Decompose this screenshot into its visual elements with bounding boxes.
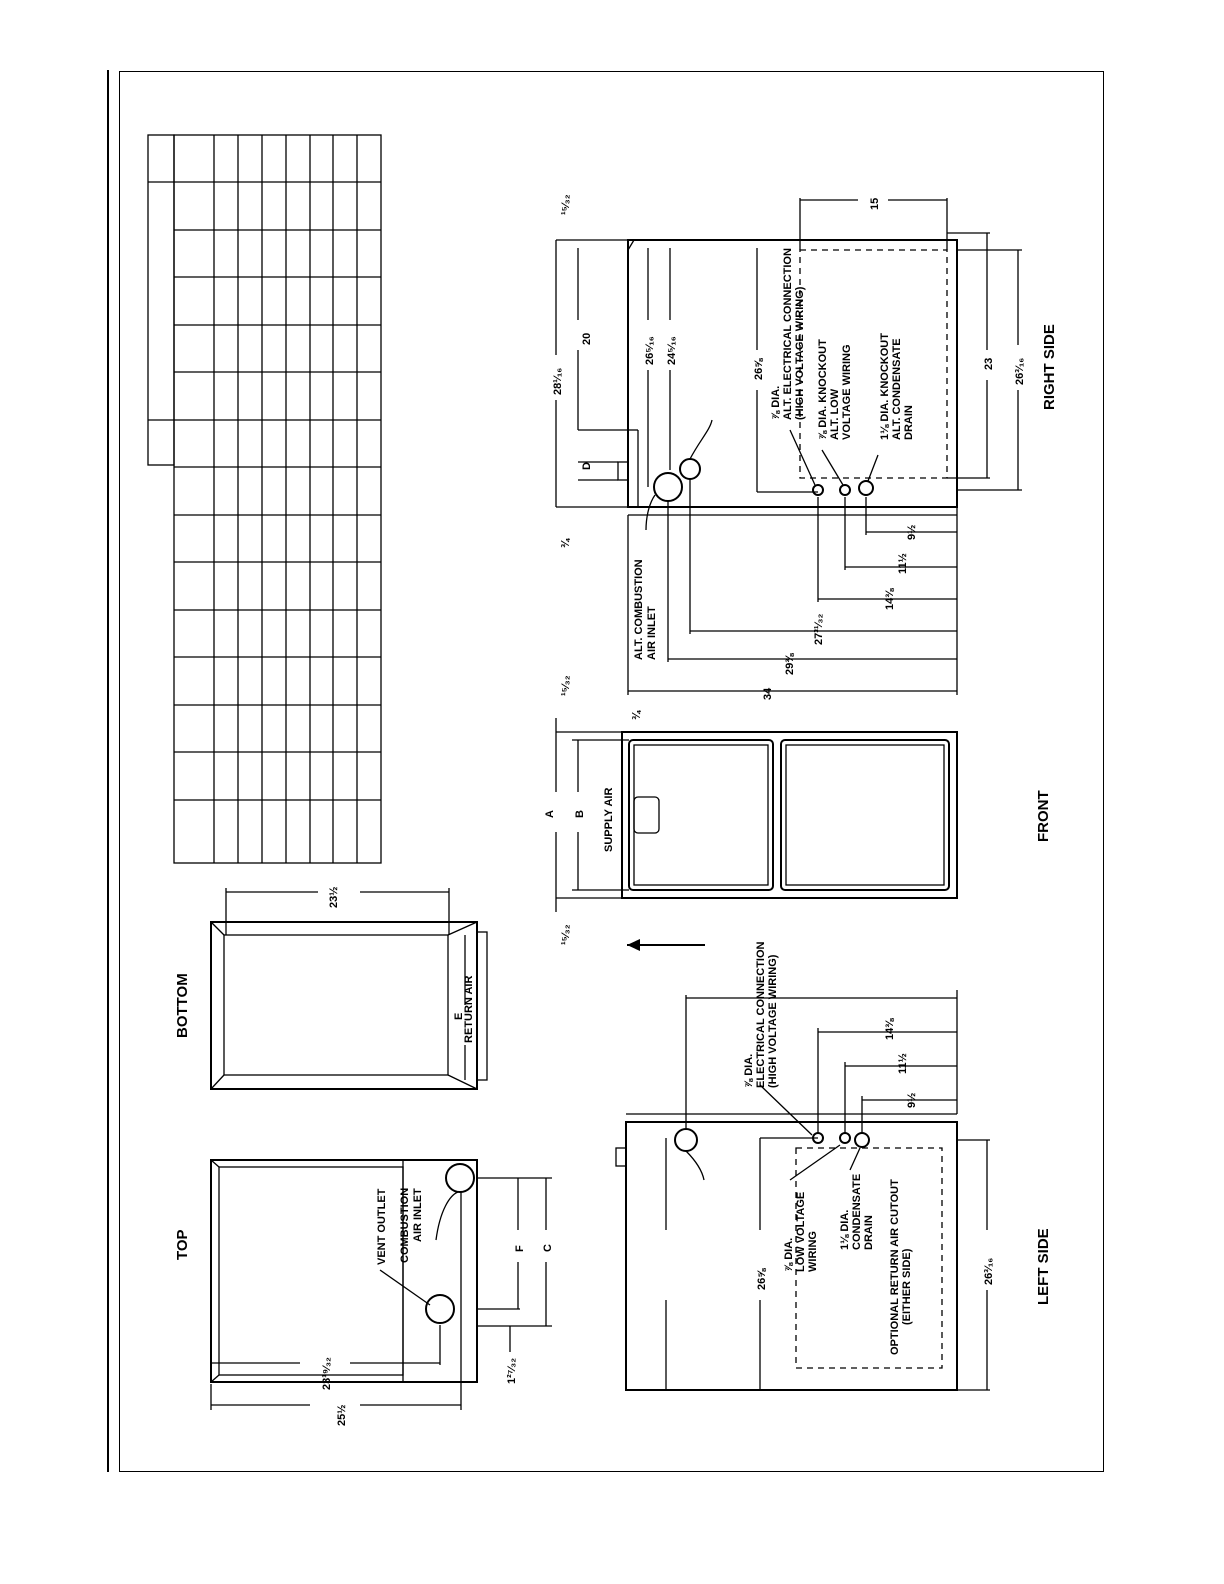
dimension-table xyxy=(148,135,381,863)
svg-text:LOW VOLTAGE: LOW VOLTAGE xyxy=(795,1191,807,1272)
right-side-view-title: RIGHT SIDE xyxy=(1041,324,1058,410)
svg-text:27³¹⁄₃₂: 27³¹⁄₃₂ xyxy=(813,613,825,645)
front-view xyxy=(544,675,1052,951)
svg-text:B: B xyxy=(574,810,586,818)
svg-text:25½: 25½ xyxy=(336,1404,348,1426)
svg-text:AIR INLET: AIR INLET xyxy=(412,1188,424,1242)
svg-text:ALT. CONDENSATE: ALT. CONDENSATE xyxy=(891,338,903,440)
bottom-view-title: BOTTOM xyxy=(174,973,191,1038)
svg-text:C: C xyxy=(542,1244,554,1252)
svg-text:20: 20 xyxy=(581,332,593,345)
electrical-connection-hole xyxy=(675,1129,697,1151)
svg-text:⅞ DIA.: ⅞ DIA. xyxy=(743,1053,755,1088)
vent-outlet-hole xyxy=(426,1295,454,1323)
svg-text:26⅝: 26⅝ xyxy=(753,358,765,380)
svg-text:⅞ DIA.: ⅞ DIA. xyxy=(770,385,782,420)
svg-text:¾: ¾ xyxy=(560,538,572,548)
svg-text:COMBUSTION: COMBUSTION xyxy=(399,1187,411,1263)
svg-text:(EITHER SIDE): (EITHER SIDE) xyxy=(901,1248,913,1325)
svg-text:9½: 9½ xyxy=(906,524,918,540)
svg-text:26⁵⁄₁₆: 26⁵⁄₁₆ xyxy=(644,336,656,365)
svg-text:(HIGH VOLTAGE WIRING): (HIGH VOLTAGE WIRING) xyxy=(767,954,779,1088)
alt-combustion-air-hole xyxy=(654,473,682,501)
svg-text:ELECTRICAL CONNECTION: ELECTRICAL CONNECTION xyxy=(755,941,767,1088)
svg-text:¹⁵⁄₃₂: ¹⁵⁄₃₂ xyxy=(560,924,572,945)
svg-text:SUPPLY AIR: SUPPLY AIR xyxy=(603,787,615,852)
svg-text:11½: 11½ xyxy=(897,553,909,574)
left-side-view-title: LEFT SIDE xyxy=(1035,1228,1052,1305)
svg-text:26³⁄₁₆: 26³⁄₁₆ xyxy=(983,1257,995,1285)
svg-text:26³⁄₁₆: 26³⁄₁₆ xyxy=(1014,357,1026,385)
svg-text:23½: 23½ xyxy=(328,886,340,908)
svg-text:VOLTAGE WIRING: VOLTAGE WIRING xyxy=(841,344,853,440)
left-side-view xyxy=(616,941,1052,1390)
svg-text:F: F xyxy=(514,1245,526,1252)
svg-text:24⁵⁄₁₆: 24⁵⁄₁₆ xyxy=(666,336,678,365)
vent-outlet-label: VENT OUTLET xyxy=(376,1188,388,1265)
svg-text:1⅛ DIA. KNOCKOUT: 1⅛ DIA. KNOCKOUT xyxy=(879,333,891,440)
bottom-view xyxy=(174,887,487,1089)
svg-text:23: 23 xyxy=(983,357,995,370)
svg-text:14⅜: 14⅜ xyxy=(884,1018,896,1040)
svg-text:29⅜: 29⅜ xyxy=(784,653,796,675)
svg-text:¹⁵⁄₃₂: ¹⁵⁄₃₂ xyxy=(560,194,572,215)
svg-text:⅞ DIA.: ⅞ DIA. xyxy=(783,1237,795,1272)
svg-text:RETURN AIR: RETURN AIR xyxy=(463,975,475,1043)
svg-text:15: 15 xyxy=(869,197,881,210)
svg-text:1⅛ DIA.: 1⅛ DIA. xyxy=(839,1209,851,1250)
svg-text:¾: ¾ xyxy=(631,710,643,720)
front-view-title: FRONT xyxy=(1035,790,1052,842)
svg-text:ALT. ELECTRICAL CONNECTION: ALT. ELECTRICAL CONNECTION xyxy=(782,248,794,420)
svg-text:AIR INLET: AIR INLET xyxy=(646,606,658,660)
svg-text:26⅝: 26⅝ xyxy=(756,1268,768,1290)
combustion-air-inlet-hole xyxy=(446,1164,474,1192)
svg-text:DRAIN: DRAIN xyxy=(903,405,915,440)
svg-text:9½: 9½ xyxy=(906,1092,918,1108)
svg-text:23¹⁹⁄₃₂: 23¹⁹⁄₃₂ xyxy=(321,1357,333,1390)
svg-text:11½: 11½ xyxy=(897,1053,909,1074)
svg-text:ALT. LOW: ALT. LOW xyxy=(829,388,841,440)
svg-text:OPTIONAL RETURN AIR CUTOUT: OPTIONAL RETURN AIR CUTOUT xyxy=(889,1179,901,1355)
svg-text:⅞ DIA. KNOCKOUT: ⅞ DIA. KNOCKOUT xyxy=(817,339,829,440)
svg-text:A: A xyxy=(544,810,556,818)
svg-text:D: D xyxy=(581,462,593,470)
svg-text:14⅜: 14⅜ xyxy=(884,588,896,610)
svg-text:DRAIN: DRAIN xyxy=(863,1215,875,1250)
svg-text:¹⁵⁄₃₂: ¹⁵⁄₃₂ xyxy=(560,675,572,696)
svg-text:(HIGH VOLTAGE WIRING): (HIGH VOLTAGE WIRING) xyxy=(794,286,806,420)
top-view xyxy=(174,1160,554,1426)
svg-text:CONDENSATE: CONDENSATE xyxy=(851,1173,863,1250)
top-view-title: TOP xyxy=(174,1229,191,1260)
svg-text:E: E xyxy=(453,1012,465,1020)
svg-text:ALT. COMBUSTION: ALT. COMBUSTION xyxy=(633,559,645,660)
svg-text:WIRING: WIRING xyxy=(807,1231,819,1272)
svg-text:28¹⁄₁₆: 28¹⁄₁₆ xyxy=(552,367,564,395)
right-side-view xyxy=(552,194,1058,700)
svg-text:1²⁷⁄₃₂: 1²⁷⁄₃₂ xyxy=(506,1357,518,1384)
svg-text:34: 34 xyxy=(762,687,774,700)
